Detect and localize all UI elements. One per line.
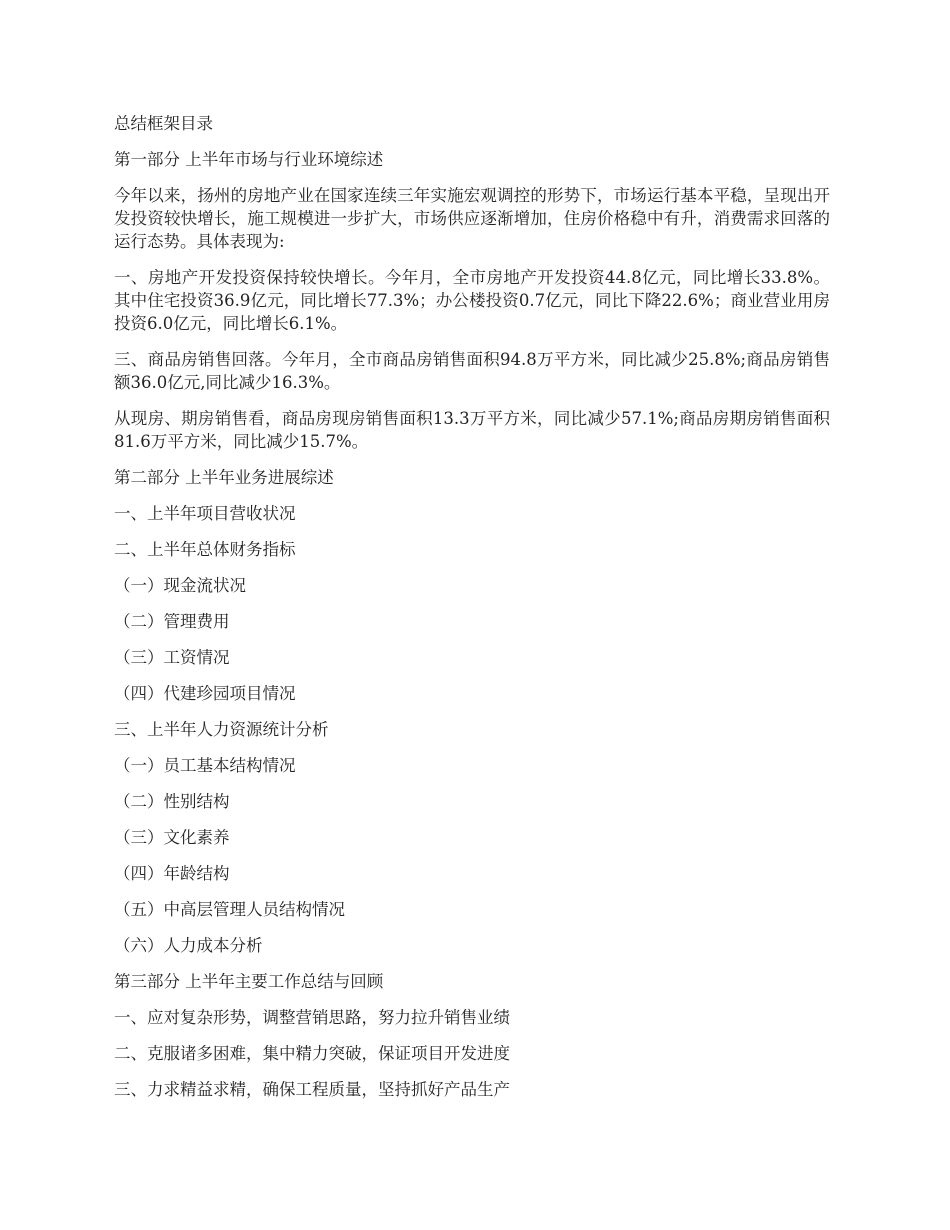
part-three-heading: 第三部分 上半年主要工作总结与回顾 [114,972,384,991]
list-item: 二、上半年总体财务指标 [114,540,296,559]
part-two-heading: 第二部分 上半年业务进展综述 [114,468,334,487]
list-item: （三）文化素养 [114,828,230,847]
list-item: （四）年龄结构 [114,864,230,883]
document-page [114,112,830,1114]
list-item: （二）性别结构 [114,792,230,811]
list-item: 二、克服诸多困难，集中精力突破，保证项目开发进度 [114,1044,510,1063]
investment-paragraph: 一、房地产开发投资保持较快增长。今年月，全市房地产开发投资44.8亿元，同比增长33.8%。其中住宅投资36.9亿元，同比增长77.3%；办公楼投资0.7亿元，同比下降22.6%；商业营业用房投资6.0亿元，同比增长6.1%。 [114,268,830,333]
list-item: （五）中高层管理人员结构情况 [114,900,345,919]
list-item: 三、力求精益求精，确保工程质量，坚持抓好产品生产 [114,1080,510,1099]
list-item: （一）现金流状况 [114,576,246,595]
list-item: 一、上半年项目营收状况 [114,504,296,523]
part-one-heading: 第一部分 上半年市场与行业环境综述 [114,150,384,169]
list-item: （三）工资情况 [114,648,230,667]
intro-paragraph: 今年以来，扬州的房地产业在国家连续三年实施宏观调控的形势下，市场运行基本平稳，呈现出开发投资较快增长，施工规模进一步扩大，市场供应逐渐增加，住房价格稳中有升，消费需求回落的运行态势。具体表现为: [114,186,830,251]
list-item: （四）代建珍园项目情况 [114,684,296,703]
sales-paragraph: 三、商品房销售回落。今年月，全市商品房销售面积94.8万平方米，同比减少25.8%;商品房销售额36.0亿元,同比减少16.3%。 [114,350,830,392]
list-item: （二）管理费用 [114,612,230,631]
toc-title: 总结框架目录 [114,114,213,133]
presale-paragraph: 从现房、期房销售看，商品房现房销售面积13.3万平方米，同比减少57.1%;商品房期房销售面积81.6万平方米，同比减少15.7%。 [114,409,830,451]
list-item: （一）员工基本结构情况 [114,756,296,775]
list-item: 一、应对复杂形势，调整营销思路，努力拉升销售业绩 [114,1008,510,1027]
list-item: （六）人力成本分析 [114,936,263,955]
list-item: 三、上半年人力资源统计分析 [114,720,329,739]
